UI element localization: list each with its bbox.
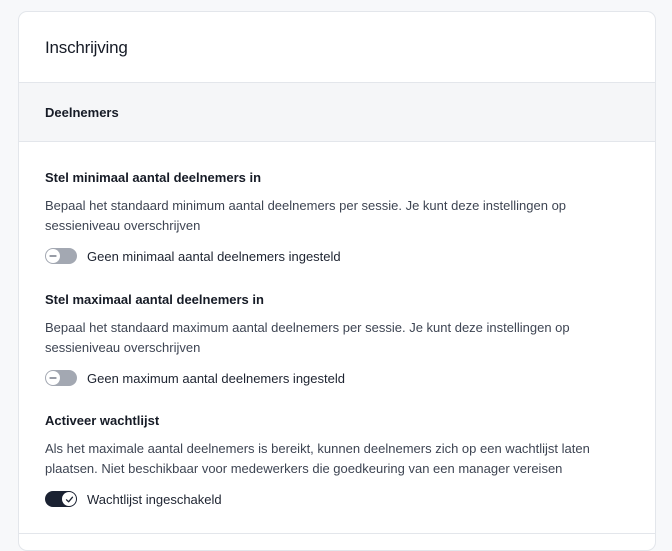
setting-title: Stel minimaal aantal deelnemers in <box>45 170 262 185</box>
toggle-row <box>45 247 645 265</box>
registration-card <box>18 11 656 551</box>
minus-icon <box>49 252 57 260</box>
setting-maximum-participants <box>45 292 645 387</box>
setting-description: Bepaal het standaard minimum aantal deelnemers per sessie. Je kunt deze instellingen op sessieniveau overschrijven <box>45 198 567 233</box>
setting-title: Activeer wachtlijst <box>45 413 160 428</box>
toggle-label: Wachtlijst ingeschakeld <box>87 491 222 507</box>
toggle-label: Geen minimaal aantal deelnemers ingesteld <box>87 248 341 264</box>
toggle-label: Geen maximum aantal deelnemers ingesteld <box>87 370 345 386</box>
setting-description: Bepaal het standaard maximum aantal deelnemers per sessie. Je kunt deze instellingen op sessieniveau overschrijven <box>45 320 570 355</box>
section-title: Deelnemers <box>45 105 119 120</box>
minus-icon <box>49 374 57 382</box>
check-icon <box>65 495 74 504</box>
toggle-row <box>45 369 645 387</box>
toggle-row <box>45 490 645 508</box>
minimum-participants-toggle[interactable] <box>45 248 77 264</box>
setting-title: Stel maximaal aantal deelnemers in <box>45 292 264 307</box>
waitlist-toggle[interactable] <box>45 491 77 507</box>
card-header <box>19 12 655 83</box>
setting-description: Als het maximale aantal deelnemers is bereikt, kunnen deelnemers zich op een wachtlijst laten plaatsen. Niet beschikbaar voor medewerkers die goedkeuring van een manager vereisen <box>45 441 590 476</box>
setting-waitlist <box>45 413 645 508</box>
toggle-knob <box>46 371 60 385</box>
divider <box>19 533 655 534</box>
section-header-participants <box>19 83 655 142</box>
setting-minimum-participants <box>45 170 645 265</box>
toggle-knob <box>46 249 60 263</box>
toggle-knob <box>62 492 76 506</box>
maximum-participants-toggle[interactable] <box>45 370 77 386</box>
card-title: Inschrijving <box>45 38 128 57</box>
